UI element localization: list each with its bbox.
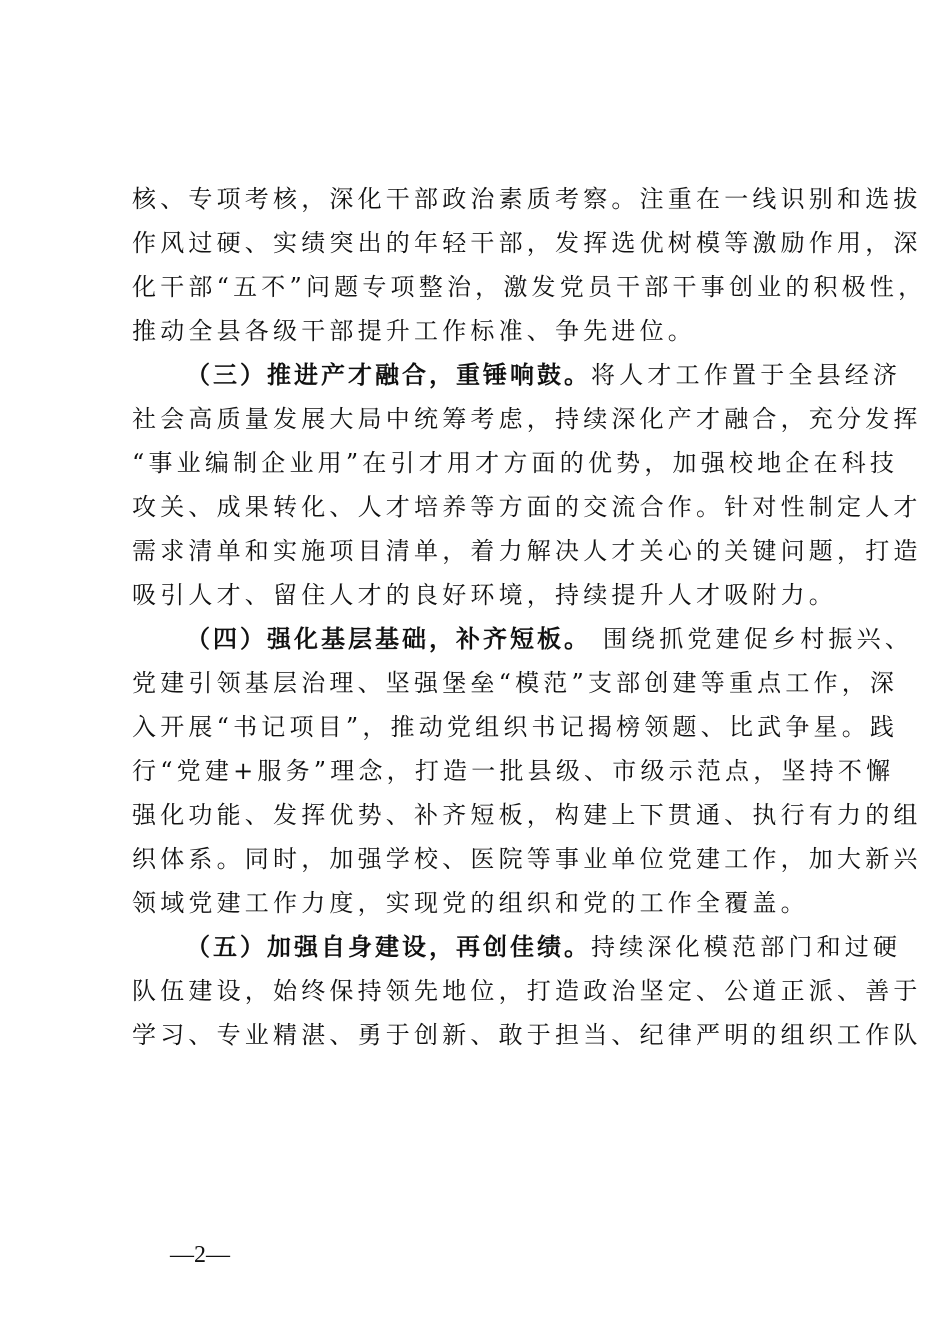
section-heading-line bbox=[186, 354, 902, 396]
body-text-line: 队伍建设，始终保持领先地位，打造政治坚定、公道正派、善于 bbox=[132, 977, 922, 1005]
body-text-line: 攻关、成果转化、人才培养等方面的交流合作。针对性制定人才 bbox=[132, 493, 922, 521]
body-text-line: 核、专项考核，深化干部政治素质考察。注重在一线识别和选拔 bbox=[132, 185, 922, 213]
section-heading-4: （四）强化基层基础，补齐短板。 bbox=[186, 624, 591, 653]
body-text-line: 领域党建工作力度，实现党的组织和党的工作全覆盖。 bbox=[132, 889, 809, 917]
body-text-line: 学习、专业精湛、勇于创新、敢于担当、纪律严明的组织工作队 bbox=[132, 1021, 922, 1049]
body-text-line: 社会高质量发展大局中统筹考虑，持续深化产才融合，充分发挥 bbox=[132, 405, 922, 433]
body-text-line: 党建引领基层治理、坚强堡垒“模范”支部创建等重点工作，深 bbox=[132, 669, 899, 697]
body-text: 持续深化模范部门和过硬 bbox=[591, 933, 902, 961]
body-text: 围绕抓党建促乡村振兴、 bbox=[591, 625, 914, 653]
section-heading-5: （五）加强自身建设，再创佳绩。 bbox=[186, 932, 591, 961]
section-heading-3: （三）推进产才融合，重锤响鼓。 bbox=[186, 360, 591, 389]
section-heading-line bbox=[186, 926, 902, 968]
body-text-line: 行“党建+服务”理念，打造一批县级、市级示范点，坚持不懈 bbox=[132, 757, 895, 785]
body-text-line: 吸引人才、留住人才的良好环境，持续提升人才吸附力。 bbox=[132, 581, 837, 609]
body-text-line: “事业编制企业用”在引才用才方面的优势，加强校地企在科技 bbox=[132, 449, 899, 477]
section-heading-line bbox=[186, 618, 914, 660]
body-text-line: 织体系。同时，加强学校、医院等事业单位党建工作，加大新兴 bbox=[132, 845, 922, 873]
body-text-line: 需求清单和实施项目清单，着力解决人才关心的关键问题，打造 bbox=[132, 537, 922, 565]
body-text-line: 强化功能、发挥优势、补齐短板，构建上下贯通、执行有力的组 bbox=[132, 801, 922, 829]
body-text: 将人才工作置于全县经济 bbox=[591, 361, 902, 389]
body-text-line: 作风过硬、实绩突出的年轻干部，发挥选优树模等激励作用，深 bbox=[132, 229, 922, 257]
body-text-line: 推动全县各级干部提升工作标准、争先进位。 bbox=[132, 317, 696, 345]
body-text-line: 化干部“五不”问题专项整治，激发党员干部干事创业的积极性， bbox=[132, 273, 927, 301]
body-text-line: 入开展“书记项目”，推动党组织书记揭榜领题、比武争星。践 bbox=[132, 713, 899, 741]
page-number: —2— bbox=[170, 1242, 230, 1268]
